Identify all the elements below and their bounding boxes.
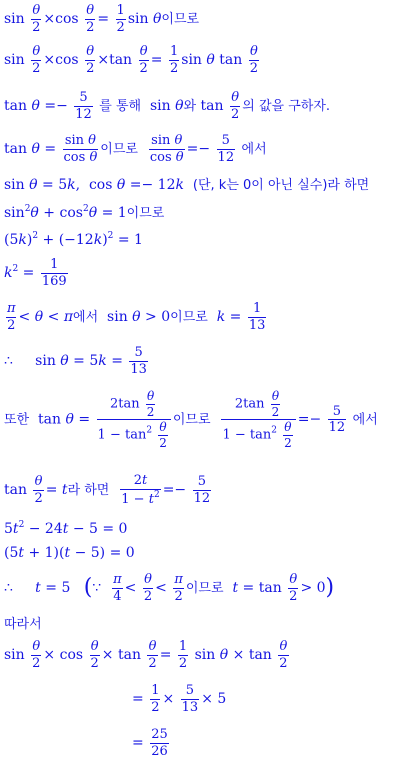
text-imeuro: 이므로 bbox=[172, 412, 211, 428]
fraction: $\frac{\pi}{2}$ bbox=[174, 572, 183, 604]
text-imeuro: 이므로 bbox=[100, 142, 138, 158]
fraction: $\frac{\theta}{2}$ bbox=[249, 44, 259, 76]
fraction: $\frac{1}{2}$ bbox=[169, 44, 179, 76]
line-11: 또한 tan θ = 2tan $\frac{\theta}{2}$ $1 - \tan^2$ $\frac{\theta}{2}$ 이므로 2tan $\frac{\theta}{2}$ $1 - \tan^2$ $\frac{\theta}{2}$ =− $\frac{5}{12}$ 에서 bbox=[4, 389, 378, 450]
line-3: tan θ =− $\frac{5}{12}$ 를 통해 sin θ와 tan $\frac{\theta}{2}$ 의 값을 구하자. bbox=[4, 90, 331, 122]
fraction: $\frac{5}{12}$ bbox=[328, 403, 346, 436]
text-eseo: 에서 bbox=[241, 142, 267, 158]
fraction: 2tan $\frac{\theta}{2}$ $1 - \tan^2$ $\frac{\theta}{2}$ bbox=[97, 390, 171, 449]
fraction: $\frac{\theta}{2}$ bbox=[90, 639, 99, 671]
fraction: $\frac{\theta}{2}$ bbox=[86, 3, 95, 35]
line-8: $k^2$ = $\frac{1}{169}$ bbox=[4, 257, 67, 289]
text-imeuro: 이므로 bbox=[161, 12, 200, 28]
fraction: $\frac{\theta}{2}$ bbox=[32, 3, 41, 35]
fraction: $\frac{2t}{1 - t^2}$ bbox=[121, 473, 160, 507]
fraction: $\frac{\theta}{2}$ bbox=[289, 572, 298, 604]
line-4: tan θ = $\frac{\text{sin θ}}{\text{cos θ}}$ 이므로 $\frac{\text{sin θ}}{\text{cos θ}}$ =− $\frac{5}{12}$ 에서 bbox=[4, 133, 267, 165]
line-16 bbox=[4, 617, 42, 631]
line-10: ∴ sin θ = 5k = $\frac{5}{13}$ bbox=[4, 345, 147, 377]
text-imeuro: 이므로 bbox=[185, 581, 224, 597]
fraction: $\frac{\theta}{2}$ bbox=[86, 44, 95, 76]
fraction: $\frac{5}{12}$ bbox=[217, 133, 235, 165]
line-9: $\frac{\pi}{2}$ < θ < π에서 sin θ > 0이므로 k = $\frac{1}{13}$ bbox=[7, 301, 266, 333]
fraction: $\frac{5}{12}$ bbox=[75, 90, 92, 122]
fraction: $\frac{\pi}{4}$ bbox=[113, 572, 122, 604]
fraction: $\frac{1}{2}$ bbox=[116, 3, 125, 35]
fraction: $\frac{5}{12}$ bbox=[193, 474, 211, 506]
fraction: 2tan $\frac{\theta}{2}$ $1 - \tan^2$ $\frac{\theta}{2}$ bbox=[221, 390, 295, 449]
fraction: $\frac{25}{26}$ bbox=[151, 727, 168, 759]
text-reul-tonghae: 를 통해 bbox=[99, 99, 142, 115]
line-7: $(5k)^2 + (-12k)^2 = 1$ bbox=[4, 231, 143, 248]
fraction: $\frac{\theta}{2}$ bbox=[139, 44, 148, 76]
line-6: $\sin^2\theta + \cos^2\theta = 1$이므로 bbox=[4, 204, 165, 221]
line-5: sin θ = 5k, cos θ =− 12k (단, k는 0이 아닌 실수)라 하면 bbox=[4, 177, 370, 193]
line-19: = $\frac{25}{26}$ bbox=[132, 727, 168, 759]
text-imeuro: 이므로 bbox=[170, 310, 208, 326]
fraction: $\frac{\theta}{2}$ bbox=[143, 572, 153, 604]
fraction: $\frac{1}{2}$ bbox=[151, 683, 160, 715]
text-eseo: 에서 bbox=[352, 412, 378, 428]
line-1: sin $\frac{\theta}{2}$ ×cos $\frac{\theta}{2}$ = $\frac{1}{2}$ sin θ이므로 bbox=[4, 3, 200, 35]
fraction: $\frac{\theta}{2}$ bbox=[32, 639, 41, 671]
fraction: $\frac{\theta}{2}$ bbox=[34, 474, 43, 506]
fraction: $\frac{\theta}{2}$ bbox=[279, 639, 288, 671]
fraction: $\frac{1}{169}$ bbox=[41, 257, 67, 289]
text-imeuro: 이므로 bbox=[126, 206, 165, 221]
text-ttaraseo: 따라서 bbox=[4, 617, 42, 632]
fraction: $\frac{\theta}{2}$ bbox=[231, 90, 240, 122]
line-14: (5t + 1)(t − 5) = 0 bbox=[4, 545, 135, 561]
fraction: $\frac{1}{13}$ bbox=[248, 301, 266, 333]
line-12: tan $\frac{\theta}{2}$ = t라 하면 $\frac{2t}{1 - t^2}$ =− $\frac{5}{12}$ bbox=[4, 473, 211, 507]
line-2: sin $\frac{\theta}{2}$ ×cos $\frac{\theta}{2}$ ×tan $\frac{\theta}{2}$ = $\frac{1}{2}$ sin θ tan $\frac{\theta}{2}$ bbox=[4, 44, 259, 76]
fraction: $\frac{\theta}{2}$ bbox=[32, 44, 41, 76]
line-18: = $\frac{1}{2}$ × $\frac{5}{13}$ × 5 bbox=[132, 683, 227, 715]
text-ttohan: 또한 bbox=[4, 412, 30, 428]
text-ra-hamyeon: 라 하면 bbox=[67, 483, 110, 499]
fraction: $\frac{\text{sin θ}}{\text{cos θ}}$ bbox=[63, 133, 98, 165]
fraction: $\frac{5}{13}$ bbox=[130, 345, 147, 377]
text-eseo: 에서 bbox=[73, 310, 99, 326]
fraction: $\frac{\theta}{2}$ bbox=[148, 639, 157, 671]
text-wa: 와 bbox=[183, 99, 197, 115]
fraction: $\frac{\pi}{2}$ bbox=[7, 301, 16, 333]
fraction: $\frac{5}{13}$ bbox=[181, 683, 199, 715]
line-15: ∴ t = 5 (∵ $\frac{\pi}{4}$ < $\frac{\theta}{2}$ < $\frac{\pi}{2}$ 이므로 t = tan $\frac{\theta}{2}$ > 0) bbox=[4, 572, 335, 604]
fraction: $\frac{1}{2}$ bbox=[178, 639, 188, 671]
line-17: sin $\frac{\theta}{2}$ × cos $\frac{\theta}{2}$ × tan $\frac{\theta}{2}$ = $\frac{1}{2}$ sin θ × tan $\frac{\theta}{2}$ bbox=[4, 639, 288, 671]
note-condition: (단, k는 0이 아닌 실수)라 하면 bbox=[192, 178, 370, 193]
text-ui-gapseul: 의 값을 구하자. bbox=[242, 99, 331, 115]
line-13: $5t^2 - 24t - 5 = 0$ bbox=[4, 520, 128, 537]
fraction: $\frac{\text{sin θ}}{\text{cos θ}}$ bbox=[149, 133, 184, 165]
